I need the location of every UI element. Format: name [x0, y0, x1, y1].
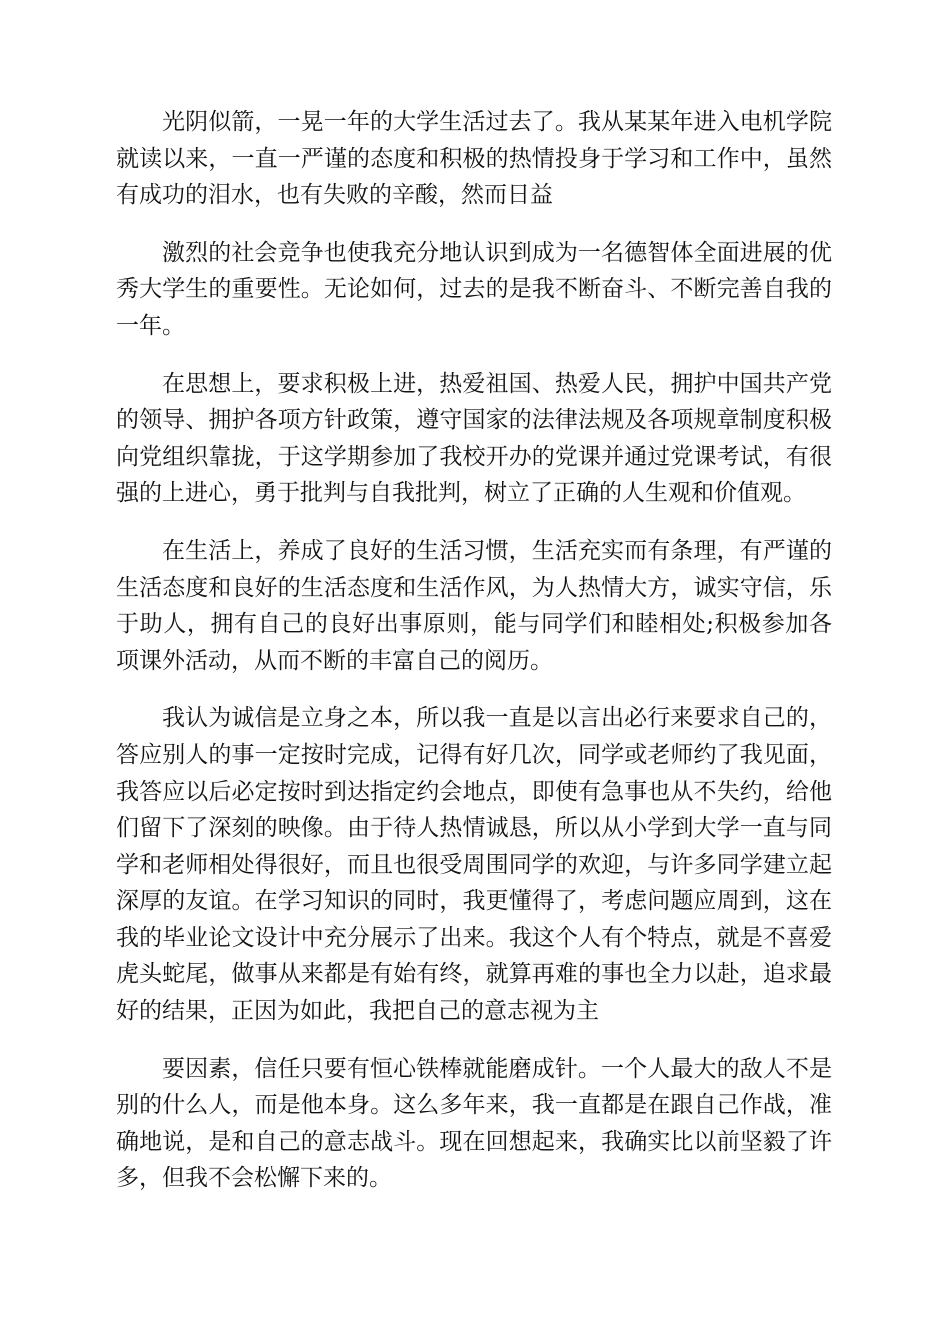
paragraph-3: 在思想上，要求积极上进，热爱祖国、热爱人民，拥护中国共产党的领导、拥护各项方针政策，遵守国家的法律法规及各项规章制度积极向党组织靠拢，于这学期参加了我校开办的党课并通过党课考试，有很强的上进心，勇于批判与自我批判，树立了正确的人生观和价值观。 [116, 370, 832, 507]
paragraph-4: 在生活上，养成了良好的生活习惯，生活充实而有条理，有严谨的生活态度和良好的生活态度和生活作风，为人热情大方，诚实守信，乐于助人，拥有自己的良好出事原则，能与同学们和睦相处;积极参加各项课外活动，从而不断的丰富自己的阅历。 [116, 537, 832, 674]
paragraph-2: 激烈的社会竞争也使我充分地认识到成为一名德智体全面进展的优秀大学生的重要性。无论如何，过去的是我不断奋斗、不断完善自我的一年。 [116, 239, 832, 339]
document-page [116, 104, 832, 1218]
paragraph-1: 光阴似箭，一晃一年的大学生活过去了。我从某某年进入电机学院就读以来，一直一严谨的态度和积极的热情投身于学习和工作中，虽然有成功的泪水，也有失败的辛酸，然而日益 [116, 109, 832, 209]
paragraph-6: 要因素，信任只要有恒心铁棒就能磨成针。一个人最大的敌人不是别的什么人，而是他本身。这么多年来，我一直都是在跟自己作战，准确地说，是和自己的意志战斗。现在回想起来，我确实比以前坚毅了许多，但我不会松懈下来的。 [116, 1055, 832, 1192]
paragraph-5: 我认为诚信是立身之本，所以我一直是以言出必行来要求自己的，答应别人的事一定按时完成，记得有好几次，同学或老师约了我见面，我答应以后必定按时到达指定约会地点，即使有急事也从不失约，给他们留下了深刻的映像。由于待人热情诚恳，所以从小学到大学一直与同学和老师相处得很好，而且也很受周围同学的欢迎，与许多同学建立起深厚的友谊。在学习知识的同时，我更懂得了，考虑问题应周到，这在我的毕业论文设计中充分展示了出来。我这个人有个特点，就是不喜爱虎头蛇尾，做事从来都是有始有终，就算再难的事也全力以赴，追求最好的结果，正因为如此，我把自己的意志视为主 [116, 705, 832, 1025]
